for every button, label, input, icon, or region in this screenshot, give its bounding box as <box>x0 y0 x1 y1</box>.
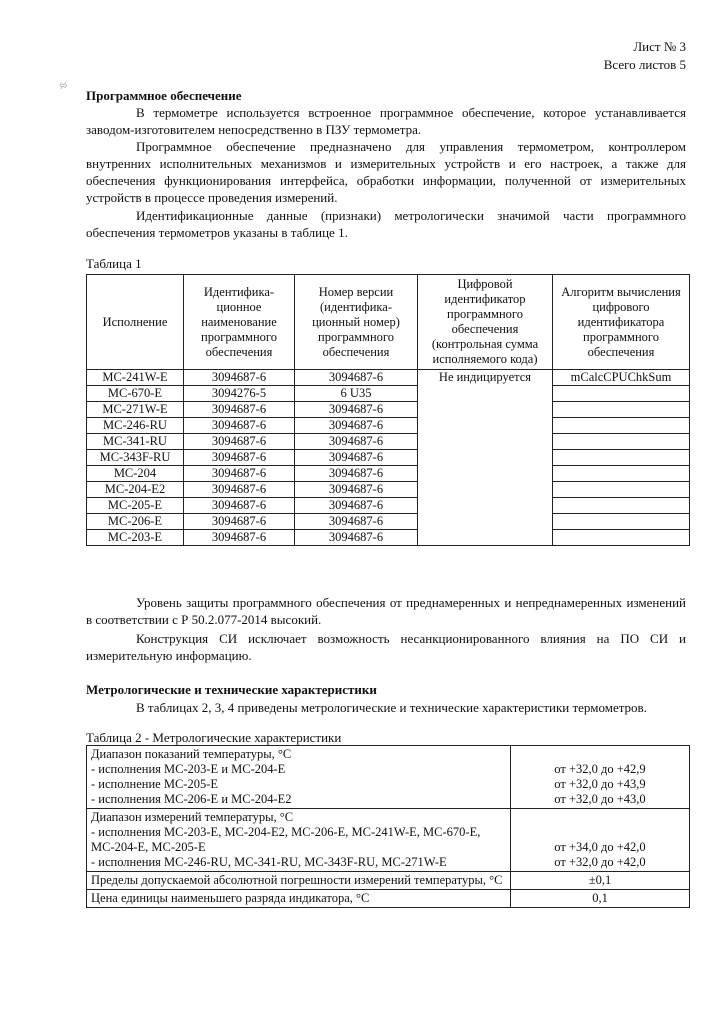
software-section-title: Программное обеспечение <box>86 88 242 103</box>
protection-paragraph-2: Конструкция СИ исключает возможность несанкционированного влияния на ПО СИ и измерительную информацию. <box>86 631 686 663</box>
cell-version: 3094687-6 <box>295 370 418 386</box>
table2-caption: Таблица 2 - Метрологические характеристики <box>86 730 342 745</box>
cell-model: MC-206-E <box>87 514 184 530</box>
table-row <box>87 418 690 434</box>
table-row <box>87 386 690 402</box>
table-row <box>87 809 690 872</box>
table-row <box>87 450 690 466</box>
sheet-number: Лист № 3 <box>633 39 686 54</box>
metrology-table <box>86 745 690 908</box>
cell-algorithm-empty <box>553 434 690 450</box>
cell-model: MC-241W-E <box>87 370 184 386</box>
cell-id-name: 3094687-6 <box>184 530 295 546</box>
pen-mark: ≈ <box>57 78 70 95</box>
cell-value: 0,1 <box>511 890 690 908</box>
table-row <box>87 402 690 418</box>
cell-algorithm-empty <box>553 514 690 530</box>
cell-model: MC-271W-E <box>87 402 184 418</box>
cell-id-name: 3094687-6 <box>184 466 295 482</box>
value-line: от +32,0 до +42,0 <box>554 855 646 869</box>
cell-version: 3094687-6 <box>295 482 418 498</box>
value-line: от +32,0 до +42,9 <box>554 762 646 776</box>
header-algorithm: Алгоритм вычисления цифрового идентификатора программного обеспечения <box>553 275 690 370</box>
header-id-name: Идентифика-ционное наименование программного обеспечения <box>184 275 295 370</box>
cell-id-name: 3094687-6 <box>184 514 295 530</box>
cell-version: 3094687-6 <box>295 418 418 434</box>
table-row <box>87 434 690 450</box>
cell-description <box>87 809 511 872</box>
cell-value <box>511 746 690 809</box>
table-row <box>87 530 690 546</box>
cell-model: MC-203-E <box>87 530 184 546</box>
cell-version: 3094687-6 <box>295 434 418 450</box>
desc-line: Диапазон измерений температуры, °С <box>91 810 294 824</box>
cell-algorithm-empty <box>553 482 690 498</box>
sheet-total: Всего листов 5 <box>603 57 686 72</box>
table-header-row <box>87 275 690 370</box>
cell-algorithm-empty <box>553 466 690 482</box>
cell-model: MC-670-E <box>87 386 184 402</box>
cell-algorithm-empty <box>553 418 690 434</box>
header-model: Исполнение <box>87 275 184 370</box>
table-row <box>87 466 690 482</box>
table-row <box>87 498 690 514</box>
table-row <box>87 482 690 498</box>
cell-algorithm: mCalcCPUChkSum <box>553 370 690 386</box>
cell-version: 6 U35 <box>295 386 418 402</box>
software-paragraph-3: Идентификационные данные (признаки) метрологически значимой части программного обеспечения термометров указаны в таблице 1. <box>86 208 686 240</box>
cell-description: Цена единицы наименьшего разряда индикатора, °С <box>87 890 511 908</box>
value-line: от +32,0 до +43,9 <box>554 777 646 791</box>
cell-model: MC-204 <box>87 466 184 482</box>
cell-version: 3094687-6 <box>295 514 418 530</box>
value-line: от +34,0 до +42,0 <box>554 840 646 854</box>
software-paragraph-2: Программное обеспечение предназначено для управления термометром, контроллером внутренних исполнительных механизмов и измерительных устройств и его настроек, а также для обеспечения функционирования интерфейса, обработки информации, полученной от измерительных устройств в процессе проведения измерений. <box>86 139 686 205</box>
cell-id-name: 3094276-5 <box>184 386 295 402</box>
protection-paragraph-1: Уровень защиты программного обеспечения от преднамеренных и непреднамеренных изменений в соответствии с Р 50.2.077-2014 высокий. <box>86 595 686 627</box>
table-row <box>87 872 690 890</box>
cell-description: Пределы допускаемой абсолютной погрешности измерений температуры, °С <box>87 872 511 890</box>
table-row <box>87 514 690 530</box>
cell-version: 3094687-6 <box>295 498 418 514</box>
cell-model: MC-246-RU <box>87 418 184 434</box>
desc-line: - исполнения MC-206-E и MC-204-E2 <box>91 792 292 806</box>
metrology-section-title: Метрологические и технические характеристики <box>86 682 377 697</box>
cell-algorithm-empty <box>553 450 690 466</box>
cell-digital-id: Не индицируется <box>418 370 553 546</box>
cell-id-name: 3094687-6 <box>184 450 295 466</box>
table-row <box>87 370 690 386</box>
cell-id-name: 3094687-6 <box>184 498 295 514</box>
table-row <box>87 890 690 908</box>
desc-line: - исполнения MC-246-RU, MC-341-RU, MC-343F-RU, MC-271W-E <box>91 855 447 869</box>
desc-line: - исполнение MC-205-E <box>91 777 218 791</box>
desc-line: - исполнения MC-203-E и MC-204-E <box>91 762 286 776</box>
cell-value: ±0,1 <box>511 872 690 890</box>
cell-id-name: 3094687-6 <box>184 402 295 418</box>
cell-version: 3094687-6 <box>295 466 418 482</box>
cell-value <box>511 809 690 872</box>
cell-description <box>87 746 511 809</box>
cell-version: 3094687-6 <box>295 530 418 546</box>
table1-caption: Таблица 1 <box>86 256 142 271</box>
cell-algorithm-empty <box>553 530 690 546</box>
software-id-table <box>86 274 690 546</box>
software-paragraph-1: В термометре используется встроенное программное обеспечение, которое устанавливается заводом-изготовителем непосредственно в ПЗУ термометра. <box>86 105 686 137</box>
cell-version: 3094687-6 <box>295 402 418 418</box>
metrology-paragraph: В таблицах 2, 3, 4 приведены метрологические и технические характеристики термометров. <box>136 700 647 715</box>
header-version: Номер версии (идентифика-ционный номер) программного обеспечения <box>295 275 418 370</box>
cell-algorithm-empty <box>553 386 690 402</box>
cell-algorithm-empty <box>553 402 690 418</box>
page-header <box>604 38 686 74</box>
desc-line: - исполнения MC-203-E, MC-204-E2, MC-206-E, MC-241W-E, MC-670-E, MC-204-E, MC-205-E <box>91 825 481 854</box>
cell-id-name: 3094687-6 <box>184 482 295 498</box>
desc-line: Диапазон показаний температуры, °С <box>91 747 292 761</box>
header-digital-id: Цифровой идентификатор программного обеспечения (контрольная сумма исполняемого кода) <box>418 275 553 370</box>
cell-version: 3094687-6 <box>295 450 418 466</box>
cell-model: MC-204-E2 <box>87 482 184 498</box>
cell-algorithm-empty <box>553 498 690 514</box>
cell-id-name: 3094687-6 <box>184 434 295 450</box>
value-line: от +32,0 до +43,0 <box>554 792 646 806</box>
cell-model: MC-343F-RU <box>87 450 184 466</box>
cell-id-name: 3094687-6 <box>184 370 295 386</box>
cell-id-name: 3094687-6 <box>184 418 295 434</box>
cell-model: MC-341-RU <box>87 434 184 450</box>
table-row <box>87 746 690 809</box>
cell-model: MC-205-E <box>87 498 184 514</box>
